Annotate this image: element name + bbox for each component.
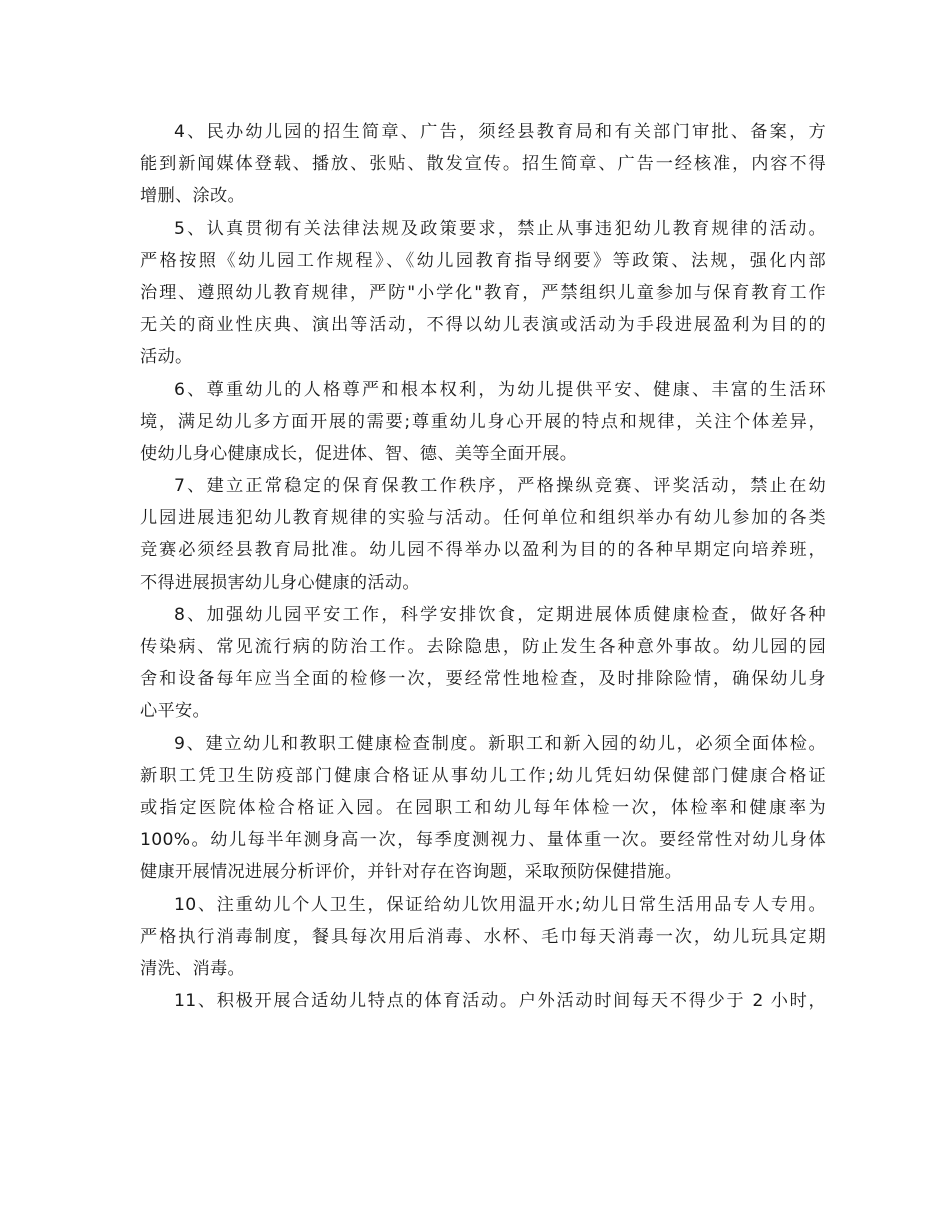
text-line: 增删、涂改。 [140,186,245,207]
paragraph [140,599,826,728]
paragraph [140,728,826,889]
paragraph [140,116,826,213]
text-line: 无关的商业性庆典、演出等活动，不得以幼儿表演或活动为手段进展盈利为目的的 [140,315,826,336]
text-line: 健康开展情况进展分析评价，并针对存在咨询题，采取预防保健措施。 [140,862,683,883]
text-line: 活动。 [140,347,193,368]
text-line: 5、认真贯彻有关法律法规及政策要求，禁止从事违犯幼儿教育规律的活动。 [174,218,826,239]
text-line: 严格按照《幼儿园工作规程》、《幼儿园教育指导纲要》等政策、法规，强化内部 [140,250,826,271]
text-line: 传染病、常见流行病的防治工作。去除隐患，防止发生各种意外事故。幼儿园的园 [140,637,826,657]
text-line: 10、注重幼儿个人卫生，保证给幼儿饮用温开水;幼儿日常生活用品专人专用。 [174,894,826,915]
text-line: 100%。幼儿每半年测身高一次，每季度测视力、量体重一次。要经常性对幼儿身体 [140,830,826,851]
paragraph [140,374,826,471]
text-line: 不得进展损害幼儿身心健康的活动。 [140,572,420,593]
paragraph [140,213,826,374]
text-line: 清洗、消毒。 [140,958,245,979]
text-line: 竞赛必须经县教育局批准。幼儿园不得举办以盈利为目的的各种早期定向培养班， [140,540,826,561]
paragraph [140,889,826,986]
text-line: 境，满足幼儿多方面开展的需要;尊重幼儿身心开展的特点和规律，关注个体差异， [140,411,826,432]
text-line: 新职工凭卫生防疫部门健康合格证从事幼儿工作;幼儿凭妇幼保健部门健康合格证 [140,765,826,786]
text-line: 使幼儿身心健康成长，促进体、智、德、美等全面开展。 [140,443,578,464]
text-line: 11、积极开展合适幼儿特点的体育活动。户外活动时间每天不得少于 2 小时， [174,991,826,1012]
text-line: 治理、遵照幼儿教育规律，严防"小学化"教育，严禁组织儿童参加与保育教育工作 [140,282,826,303]
text-line: 8、加强幼儿园平安工作，科学安排饮食，定期进展体质健康检查，做好各种 [174,604,826,625]
paragraph [140,985,826,1017]
text-line: 或指定医院体检合格证入园。在园职工和幼儿每年体检一次，体检率和健康率为 [140,797,826,818]
text-line: 4、民办幼儿园的招生简章、广告，须经县教育局和有关部门审批、备案，方 [174,122,826,142]
text-line: 9、建立幼儿和教职工健康检查制度。新职工和新入园的幼儿，必须全面体检。 [174,733,826,754]
text-line: 6、尊重幼儿的人格尊严和根本权利，为幼儿提供平安、健康、丰富的生活环 [174,379,826,400]
paragraph [140,470,826,599]
text-line: 严格执行消毒制度，餐具每次用后消毒、水杯、毛巾每天消毒一次，幼儿玩具定期 [140,926,826,947]
document-body [140,116,826,1017]
text-line: 7、建立正常稳定的保育保教工作秩序，严格操纵竞赛、评奖活动，禁止在幼 [174,476,826,497]
text-line: 心平安。 [140,701,210,722]
text-line: 儿园进展违犯幼儿教育规律的实验与活动。任何单位和组织举办有幼儿参加的各类 [140,508,826,529]
text-line: 能到新闻媒体登载、播放、张贴、散发宣传。招生简章、广告一经核准，内容不得 [140,154,826,175]
text-line: 舍和设备每年应当全面的检修一次，要经常性地检查，及时排除险情，确保幼儿身 [140,669,826,690]
